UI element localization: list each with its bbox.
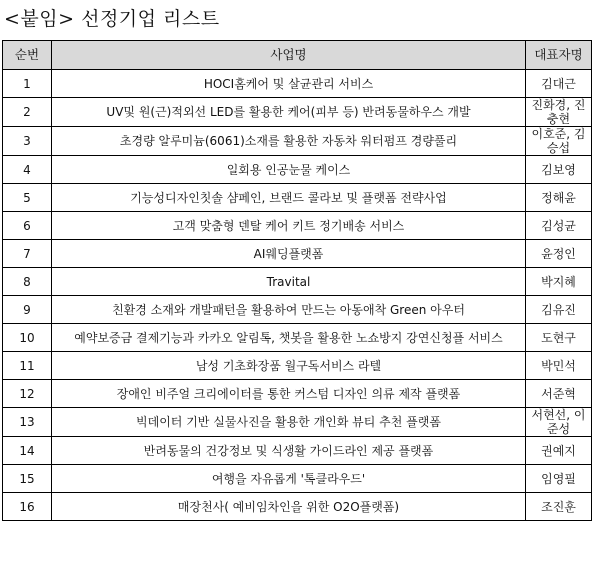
row-business: 남성 기초화장품 월구독서비스 라텔: [52, 352, 526, 380]
row-business: 반려동물의 건강정보 및 식생활 가이드라인 제공 플랫폼: [52, 437, 526, 465]
row-no: 6: [3, 212, 52, 240]
row-business: Travital: [52, 268, 526, 296]
table-row: [3, 408, 592, 437]
table-row: [3, 184, 592, 212]
table-row: [3, 156, 592, 184]
table-row: [3, 493, 592, 521]
row-ceo: 서준혁: [526, 380, 592, 408]
row-ceo: 조진훈: [526, 493, 592, 521]
row-business: AI웨딩플랫폼: [52, 240, 526, 268]
table-header-row: [3, 41, 592, 70]
row-no: 1: [3, 70, 52, 98]
table-row: [3, 324, 592, 352]
row-business: 기능성디자인칫솔 샴페인, 브랜드 콜라보 및 플랫폼 전략사업: [52, 184, 526, 212]
table-body: [3, 70, 592, 521]
row-ceo: 도현구: [526, 324, 592, 352]
row-business: 일회용 인공눈물 케이스: [52, 156, 526, 184]
row-business: 친환경 소재와 개발패턴을 활용하여 만드는 아동애착 Green 아우터: [52, 296, 526, 324]
row-ceo: 김유진: [526, 296, 592, 324]
header-ceo: 대표자명: [526, 41, 592, 70]
row-ceo: 서현선, 이준성: [526, 408, 592, 437]
row-no: 13: [3, 408, 52, 437]
table-row: [3, 296, 592, 324]
row-ceo: 윤정인: [526, 240, 592, 268]
table-row: [3, 437, 592, 465]
table-row: [3, 465, 592, 493]
header-business: 사업명: [52, 41, 526, 70]
row-no: 2: [3, 98, 52, 127]
row-no: 3: [3, 127, 52, 156]
row-business: 고객 맞춤형 덴탈 케어 키트 정기배송 서비스: [52, 212, 526, 240]
row-ceo: 김성균: [526, 212, 592, 240]
row-no: 14: [3, 437, 52, 465]
page-title: <붙임> 선정기업 리스트: [4, 8, 220, 30]
row-no: 15: [3, 465, 52, 493]
row-no: 9: [3, 296, 52, 324]
row-ceo: 권예지: [526, 437, 592, 465]
table-row: [3, 352, 592, 380]
row-business: 여행을 자유롭게 '톡클라우드': [52, 465, 526, 493]
table-row: [3, 127, 592, 156]
selected-companies-table: [2, 40, 592, 521]
row-no: 11: [3, 352, 52, 380]
row-no: 4: [3, 156, 52, 184]
row-no: 8: [3, 268, 52, 296]
row-no: 16: [3, 493, 52, 521]
row-ceo: 이호준, 김승섭: [526, 127, 592, 156]
row-business: UV및 원(근)적외선 LED를 활용한 케어(피부 등) 반려동물하우스 개발: [52, 98, 526, 127]
row-no: 7: [3, 240, 52, 268]
table-row: [3, 380, 592, 408]
row-no: 12: [3, 380, 52, 408]
table-row: [3, 70, 592, 98]
table-row: [3, 212, 592, 240]
header-no: 순번: [3, 41, 52, 70]
row-ceo: 진화경, 진충현: [526, 98, 592, 127]
row-ceo: 임영필: [526, 465, 592, 493]
row-business: HOCI홈케어 및 살균관리 서비스: [52, 70, 526, 98]
row-ceo: 정해윤: [526, 184, 592, 212]
row-business: 초경량 알루미늄(6061)소재를 활용한 자동차 워터펌프 경량풀리: [52, 127, 526, 156]
row-ceo: 박지혜: [526, 268, 592, 296]
row-no: 10: [3, 324, 52, 352]
table-row: [3, 268, 592, 296]
table-row: [3, 98, 592, 127]
row-business: 매장천사( 예비임차인을 위한 O2O플랫폼): [52, 493, 526, 521]
row-ceo: 김대근: [526, 70, 592, 98]
row-no: 5: [3, 184, 52, 212]
table-row: [3, 240, 592, 268]
row-ceo: 김보영: [526, 156, 592, 184]
row-business: 장애인 비주얼 크리에이터를 통한 커스텀 디자인 의류 제작 플랫폼: [52, 380, 526, 408]
row-ceo: 박민석: [526, 352, 592, 380]
row-business: 예약보증금 결제기능과 카카오 알림톡, 챗봇을 활용한 노쇼방지 강연신청플 서비스: [52, 324, 526, 352]
row-business: 빅데이터 기반 실물사진을 활용한 개인화 뷰티 추천 플랫폼: [52, 408, 526, 437]
